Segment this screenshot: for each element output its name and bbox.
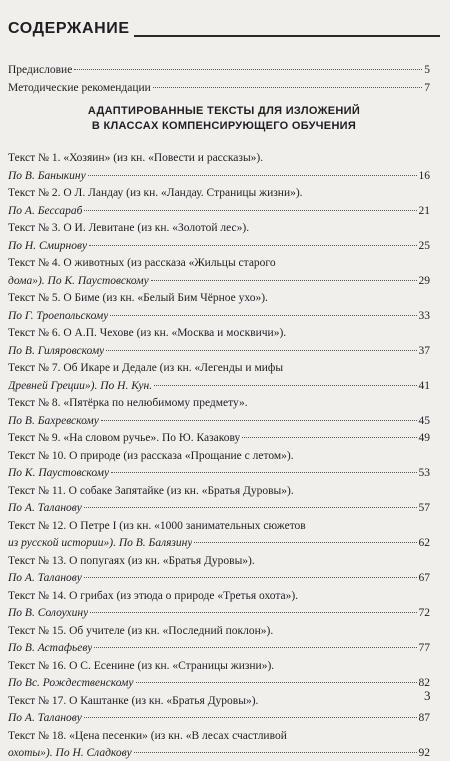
toc-entry	[8, 710, 430, 726]
toc-entry-title: Текст № 9. «На словом ручье». По Ю. Казакову	[8, 432, 241, 444]
toc-page-number: 92	[418, 747, 430, 759]
toc-entry-title: Текст № 18. «Цена песенки» (из кн. «В лесах счастливой	[8, 729, 287, 742]
toc-entry-title: Текст № 2. О Л. Ландау (из кн. «Ландау. Страницы жизни»).	[8, 187, 303, 199]
toc-entry	[8, 378, 430, 394]
toc-page-number: 7	[424, 82, 430, 94]
toc-entry-author: охоты»). По Н. Сладкову	[8, 747, 132, 759]
dot-leader	[84, 577, 417, 578]
toc-entry-title: Текст № 16. О С. Есенине (из кн. «Страницы жизни»).	[8, 659, 275, 672]
toc-page-number: 5	[424, 64, 430, 76]
toc-entry	[8, 430, 430, 446]
toc-page-number: 53	[418, 467, 430, 479]
toc-entry	[8, 640, 430, 656]
toc-entry-title: Текст № 5. О Биме (из кн. «Белый Бим Чёрное ухо»).	[8, 292, 268, 304]
toc-entry-author: По В. Баныкину	[8, 169, 86, 182]
toc-entry-author: из русской истории»). По В. Балязину	[8, 537, 193, 549]
toc-entry-author: По В. Гиляровскому	[8, 344, 105, 357]
toc-entry-author: По А. Бессараб	[8, 204, 83, 217]
dot-leader	[151, 280, 417, 281]
toc-entry	[8, 238, 430, 254]
toc-page-number: 57	[418, 502, 430, 514]
dot-leader	[134, 752, 417, 753]
toc-entry-preface	[8, 62, 430, 78]
toc-entry	[8, 535, 430, 551]
toc-page-number: 21	[418, 204, 430, 217]
toc-entry	[8, 465, 430, 481]
toc-entry-author: По Н. Смирнову	[8, 239, 88, 252]
dot-leader	[84, 507, 417, 508]
toc-entry	[8, 308, 430, 324]
toc-page-number: 29	[418, 274, 430, 287]
dot-leader	[110, 315, 416, 316]
toc-entry	[8, 273, 430, 289]
toc-entry-title: Текст № 15. Об учителе (из кн. «Последний поклон»).	[8, 624, 274, 637]
toc-page-number: 72	[418, 607, 430, 619]
toc-page-number: 33	[418, 309, 430, 322]
toc-entry	[8, 500, 430, 516]
toc-entry	[8, 570, 430, 586]
toc-page-number: 62	[418, 537, 430, 549]
dot-leader	[111, 472, 416, 473]
toc-entry-author: По В. Солоухину	[8, 607, 89, 619]
toc-page-number: 87	[418, 712, 430, 724]
toc-entry	[8, 675, 430, 691]
toc-entry-title: Текст № 13. О попугаях (из кн. «Братья Дуровы»).	[8, 554, 255, 567]
toc-entry-title: Текст № 12. О Петре I (из кн. «1000 занимательных сюжетов	[8, 519, 306, 532]
page-number: 3	[424, 688, 431, 703]
toc-entry-author: По Г. Троепольскому	[8, 309, 109, 322]
dot-leader	[94, 647, 416, 648]
toc-entry-author: По К. Паустовскому	[8, 467, 110, 479]
dot-leader	[89, 245, 416, 246]
toc-entry	[8, 605, 430, 621]
dot-leader	[106, 350, 416, 351]
toc-page-number: 16	[418, 169, 430, 182]
toc-page-number: 45	[418, 414, 430, 427]
toc-page-number: 37	[418, 344, 430, 357]
section-title-line-1: АДАПТИРОВАННЫЕ ТЕКСТЫ ДЛЯ ИЗЛОЖЕНИЙ	[87, 105, 361, 117]
dot-leader	[153, 87, 422, 88]
toc-entry-title: Текст № 7. Об Икаре и Дедале (из кн. «Легенды и мифы	[8, 362, 284, 374]
toc-entry-method	[8, 80, 430, 96]
toc-entry-title: Текст № 4. О животных (из рассказа «Жильцы старого	[8, 257, 276, 269]
toc-page-number: 49	[418, 432, 430, 444]
toc-entry-title: Текст № 1. «Хозяин» (из кн. «Повести и рассказы»).	[8, 152, 264, 164]
toc-entry-author: Древней Греции»). По Н. Кун.	[8, 379, 153, 392]
dot-leader	[84, 717, 417, 718]
page-title: СОДЕРЖАНИЕ	[8, 20, 130, 37]
dot-leader	[194, 542, 416, 543]
toc-entry-author: По А. Таланову	[8, 572, 82, 584]
toc-entry-author: По Вс. Рождественскому	[8, 677, 134, 689]
toc-page-number: 77	[418, 642, 430, 654]
toc-entry-author: По А. Таланову	[8, 712, 82, 724]
toc-entry-author: дома»). По К. Паустовскому	[8, 274, 149, 287]
toc-entry-title: Текст № 6. О А.П. Чехове (из кн. «Москва и москвичи»).	[8, 327, 287, 339]
title-rule	[134, 35, 440, 37]
toc-page-number: 82	[418, 677, 430, 689]
dot-leader	[101, 420, 417, 421]
toc-page-number: 67	[418, 572, 430, 584]
dot-leader	[74, 69, 422, 70]
dot-leader	[90, 612, 416, 613]
toc-entry-title: Текст № 8. «Пятёрка по нелюбимому предмету».	[8, 397, 248, 409]
toc-entry-label: Предисловие	[8, 64, 73, 76]
toc-entry	[8, 413, 430, 429]
toc-entry	[8, 745, 430, 761]
toc-entry-label: Методические рекомендации	[8, 82, 151, 94]
dot-leader	[242, 437, 416, 438]
toc-entry-title: Текст № 10. О природе (из рассказа «Прощание с летом»).	[8, 449, 294, 462]
toc-entry-author: По А. Таланову	[8, 502, 82, 514]
toc-entry	[8, 168, 430, 184]
dot-leader	[88, 175, 417, 176]
dot-leader	[84, 210, 416, 211]
toc-entry	[8, 343, 430, 359]
section-title-line-2: В КЛАССАХ КОМПЕНСИРУЮЩЕГО ОБУЧЕНИЯ	[91, 120, 357, 132]
toc-page-number: 25	[418, 239, 430, 252]
dot-leader	[136, 682, 417, 683]
toc-page-number: 41	[418, 379, 430, 392]
toc-header	[8, 20, 440, 42]
toc-entry-title: Текст № 14. О грибах (из этюда о природе «Третья охота»).	[8, 589, 299, 602]
dot-leader	[154, 385, 416, 386]
toc-entry-title: Текст № 17. О Каштанке (из кн. «Братья Дуровы»).	[8, 694, 259, 707]
toc-entry-author: По В. Бахревскому	[8, 414, 99, 427]
toc-entry	[8, 203, 430, 219]
toc-entry-title: Текст № 11. О собаке Запятайке (из кн. «Братья Дуровы»).	[8, 484, 294, 497]
toc-entry-title: Текст № 3. О И. Левитане (из кн. «Золотой лес»).	[8, 222, 250, 234]
toc-entry-author: По В. Астафьеву	[8, 642, 93, 654]
